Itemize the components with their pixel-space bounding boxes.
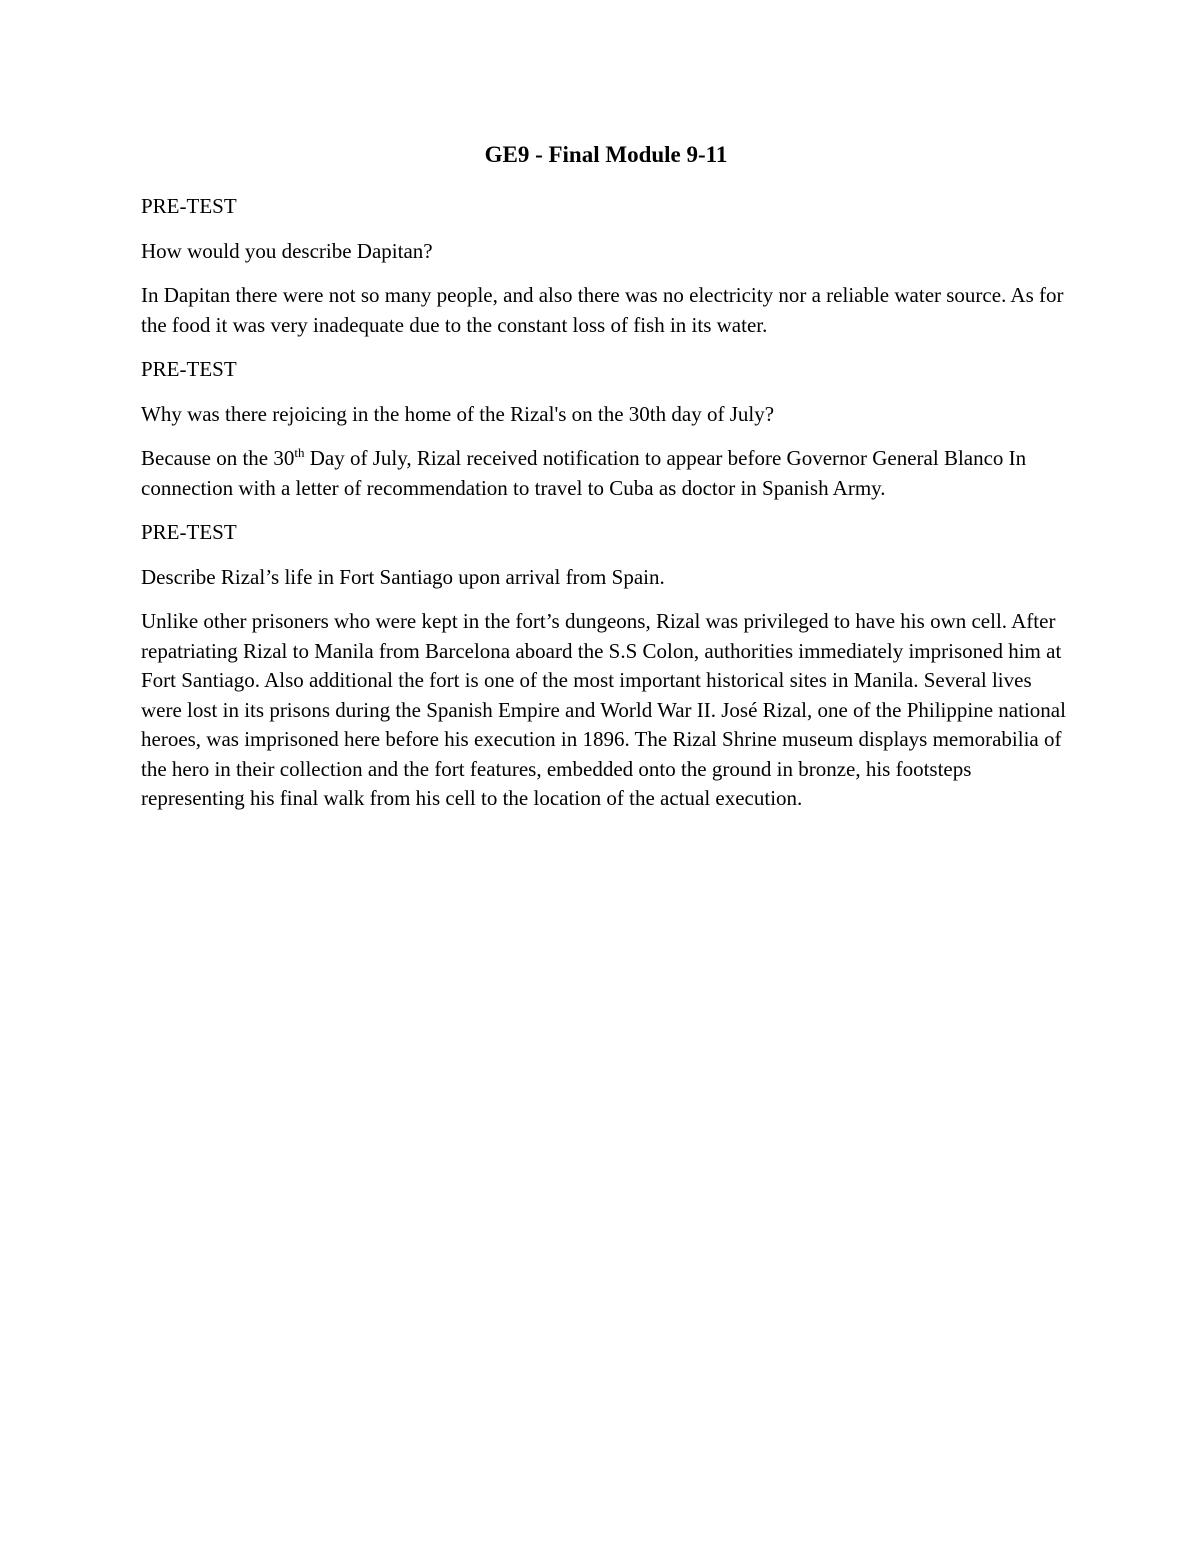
pretest-label: PRE-TEST [141, 520, 237, 544]
pretest-label: PRE-TEST [141, 194, 237, 218]
answer-text-part: Because on the 30 [141, 446, 295, 470]
document-title: GE9 - Final Module 9-11 [484, 142, 728, 167]
pretest-section-3 [141, 518, 1071, 814]
question-text: Describe Rizal’s life in Fort Santiago upon arrival from Spain. [141, 564, 665, 589]
pretest-label: PRE-TEST [141, 357, 237, 381]
answer-text [141, 607, 1071, 814]
ordinal-superscript: th [294, 445, 305, 460]
answer-text [141, 444, 1071, 503]
question-text: How would you describe Dapitan? [141, 238, 433, 263]
document-page [141, 140, 1071, 829]
question-text: Why was there rejoicing in the home of the Rizal's on the 30th day of July? [141, 401, 775, 426]
pretest-section-2 [141, 355, 1071, 503]
answer-text-part: In Dapitan there were not so many people, and also there was no electricity nor a reliable water source. As for the food it was very inadequate due to the constant loss of fish in its water. [141, 283, 1064, 337]
answer-text [141, 281, 1071, 340]
answer-text-part: Unlike other prisoners who were kept in the fort’s dungeons, Rizal was privileged to have his own cell. After repatriating Rizal to Manila from Barcelona aboard the S.S Colon, authorities immediately imprisoned him at Fort Santiago. Also additional the fort is one of the most important historical sites in Manila. Several lives were lost in its prisons during the Spanish Empire and World War II. José Rizal, one of the Philippine national heroes, was imprisoned here before his execution in 1896. The Rizal Shrine museum displays memorabilia of the hero in their collection and the fort features, embedded onto the ground in bronze, his footsteps representing his final walk from his cell to the location of the actual execution. [141, 609, 1066, 810]
pretest-section-1 [141, 192, 1071, 340]
answer-text-part: Day of July, Rizal received notification to appear before Governor General Blanco In connection with a letter of recommendation to travel to Cuba as doctor in Spanish Army. [141, 446, 1027, 500]
